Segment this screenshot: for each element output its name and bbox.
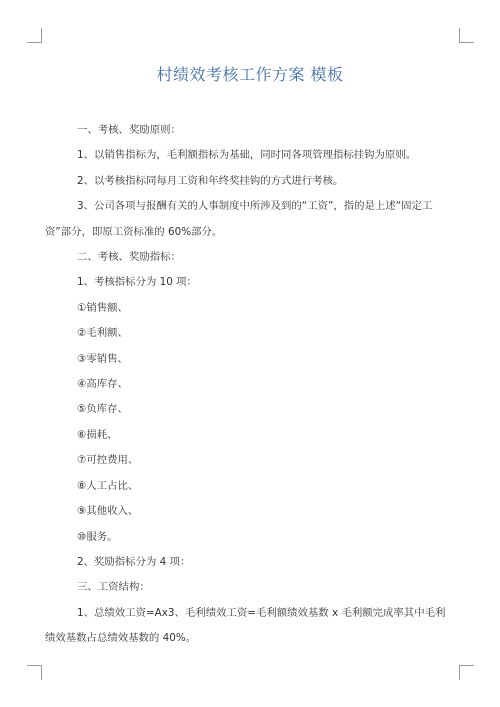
paragraph-continuation: 绩效基数占总绩效基数的 40%。: [45, 632, 197, 645]
document-title: 村绩效考核工作方案 模板: [156, 65, 344, 84]
paragraph: 1、总绩效工资=Ax3、毛利绩效工资=毛利额绩效基数 x 毛利额完成率其中毛利: [77, 606, 446, 619]
paragraph: 3、公司各项与报酬有关的人事制度中所涉及到的“工资”，指的是上述“固定工: [77, 200, 433, 213]
list-item: ①销售额、: [77, 301, 128, 314]
list-item: ⑤负库存、: [77, 403, 128, 416]
crop-mark-top-left: [27, 28, 42, 43]
paragraph: 2、奖励指标分为 4 项：: [77, 555, 191, 568]
list-item: ⑦可控费用、: [77, 454, 139, 467]
section-heading-indicators: 二、考核、奖励指标：: [77, 251, 181, 264]
paragraph: 2、以考核指标同每月工资和年终奖挂钩的方式进行考核。: [77, 174, 344, 187]
list-item: ⑨其他收入、: [77, 505, 139, 518]
crop-mark-top-right: [459, 28, 474, 43]
crop-mark-bottom-right: [459, 665, 474, 680]
document-body: [45, 118, 463, 652]
list-item: ②毛利额、: [77, 327, 128, 340]
paragraph: 1、以销售指标为，毛利额指标为基础，同时同各项管理指标挂钩为原则。: [77, 149, 417, 162]
list-item: ⑧人工占比、: [77, 479, 139, 492]
section-heading-salary: 三、工资结构：: [77, 581, 150, 594]
paragraph-continuation: 资”部分，即原工资标准的 60%部分。: [45, 225, 223, 238]
list-item: ⑥损耗、: [77, 428, 118, 441]
crop-mark-bottom-left: [27, 665, 42, 680]
list-item: ⑩服务。: [77, 530, 118, 543]
section-heading-principles: 一、考核、奖励原则：: [77, 124, 181, 136]
paragraph: 1、考核指标分为 10 项：: [77, 276, 197, 289]
list-item: ④高库存、: [77, 378, 128, 391]
list-item: ③零销售、: [77, 352, 128, 365]
